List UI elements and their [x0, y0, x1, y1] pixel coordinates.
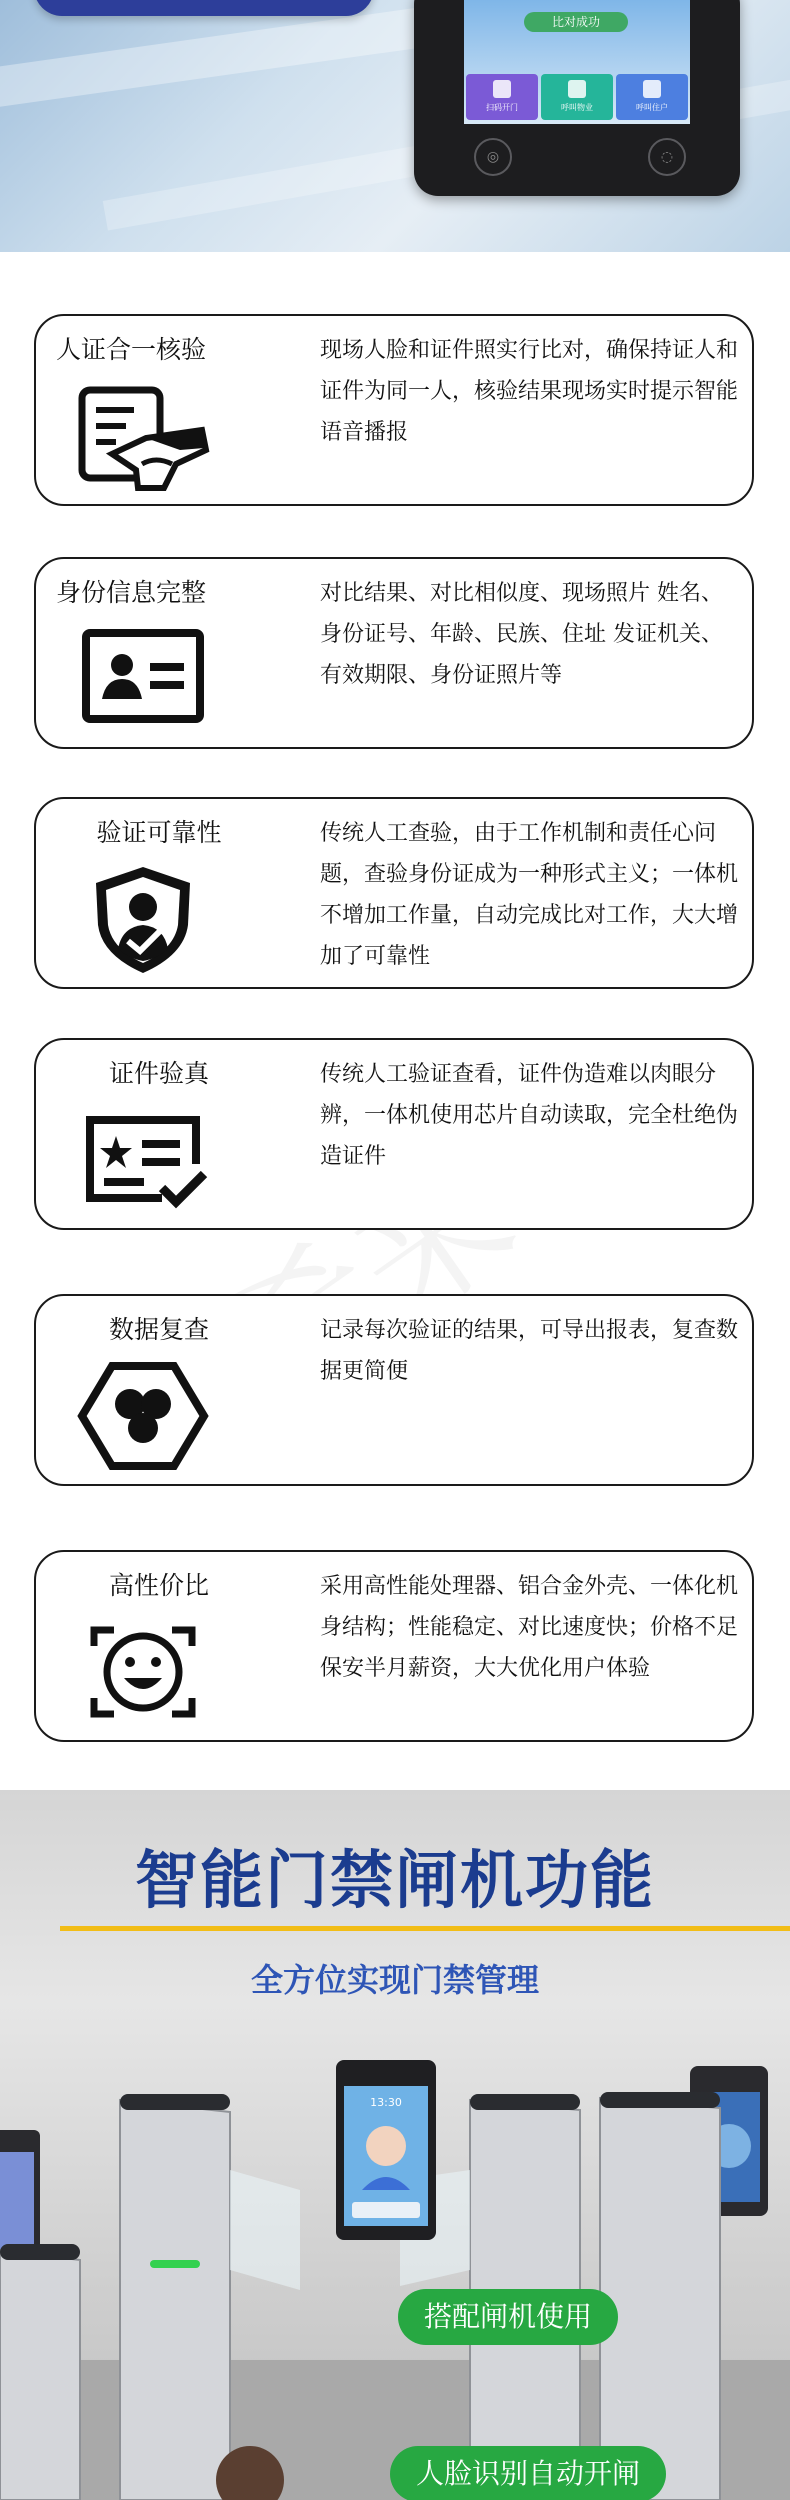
hand-id-card-icon	[76, 380, 210, 492]
feature-title: 高性价比	[108, 1571, 209, 1600]
feature-title: 人证合一核验	[56, 335, 207, 364]
feature-card-data-review	[34, 1294, 754, 1486]
feature-title: 验证可靠性	[96, 818, 222, 847]
device-tile-scan	[466, 74, 538, 120]
feature-description: 现场人脸和证件照实行比对，确保持证人和证件为同一人，核验结果现场实时提示智能语音播报	[320, 338, 739, 445]
headset-icon	[568, 80, 586, 98]
feature-description: 对比结果、对比相似度、现场照片 姓名、身份证号、年龄、民族、住址 发证机关、有效期限、身份证照片等	[320, 581, 723, 688]
feature-title: 证件验真	[108, 1059, 209, 1088]
nfc-icon: ◌	[648, 138, 686, 176]
shield-user-icon	[76, 863, 210, 975]
id-card-icon	[76, 623, 210, 735]
device-screen	[464, 0, 690, 124]
device-success-banner: 比对成功	[524, 12, 628, 32]
device-tile-property	[541, 74, 613, 120]
device-tile-resident	[616, 74, 688, 120]
smiley-face-icon	[76, 1616, 210, 1728]
feature-description: 传统人工查验，由于工作机制和责任心问题，查验身份证成为一种形式主义；一体机不增加工作量，自动完成比对工作，大大增加了可靠性	[320, 821, 739, 969]
device-tile-label: 呼叫住户	[636, 103, 668, 112]
feature-card-identity	[34, 557, 754, 749]
feature-title: 数据复查	[108, 1315, 209, 1344]
access-terminal-device	[414, 0, 740, 196]
certificate-check-icon	[76, 1104, 210, 1216]
feature-description: 采用高性能处理器、铝合金外壳、一体化机身结构；性能稳定、对比速度快；价格不足保安半月薪资，大大优化用户体验	[320, 1574, 739, 1681]
section-title: 智能门禁闸机功能	[135, 1844, 655, 1917]
gate-section	[0, 1790, 790, 2500]
feature-card-cost-effective	[34, 1550, 754, 1742]
user-icon	[643, 80, 661, 98]
badge-face-auto-open: 人脸识别自动开闸	[390, 2446, 666, 2500]
badge-with-gate: 搭配闸机使用	[398, 2289, 618, 2345]
hero-blue-pill	[34, 0, 374, 16]
feature-card-authenticity	[34, 1038, 754, 1230]
qr-code-icon	[493, 80, 511, 98]
gold-divider	[60, 1926, 790, 1931]
device-tile-label: 扫码开门	[486, 103, 518, 112]
face-terminal-center	[336, 2060, 436, 2240]
face-scan-icon: ◎	[474, 138, 512, 176]
section-subtitle: 全方位实现门禁管理	[250, 1961, 539, 1999]
feature-description: 记录每次验证的结果，可导出报表，复查数据更简便	[320, 1318, 739, 1384]
feature-card-verification	[34, 314, 754, 506]
feature-description: 传统人工验证查看，证件伪造难以肉眼分辨，一体机使用芯片自动读取，完全杜绝伪造证件	[320, 1062, 739, 1169]
hexagon-data-icon	[76, 1360, 210, 1472]
device-clock: 13:30	[370, 2096, 402, 2109]
device-tile-label: 呼叫物业	[561, 103, 593, 112]
feature-title: 身份信息完整	[56, 578, 207, 607]
hero-banner	[0, 0, 790, 252]
feature-card-reliability	[34, 797, 754, 989]
turnstile-gate-scene	[0, 2060, 790, 2500]
